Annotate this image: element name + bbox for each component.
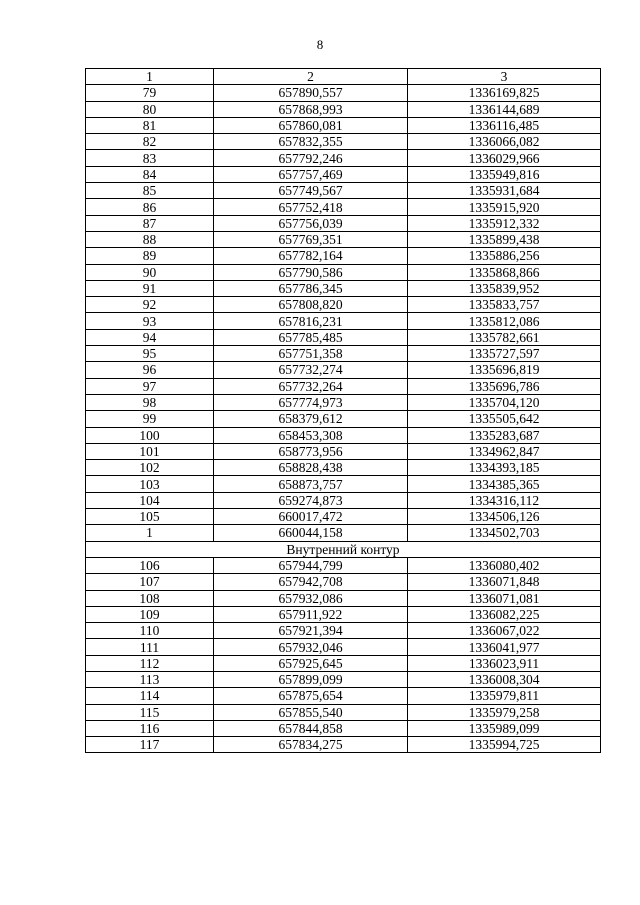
table-row (86, 460, 601, 476)
cell-y-coordinate: 1335989,099 (408, 720, 601, 736)
cell-x-coordinate: 657751,358 (214, 346, 408, 362)
cell-y-coordinate: 1335505,642 (408, 411, 601, 427)
cell-point-number: 109 (86, 606, 214, 622)
cell-y-coordinate: 1335915,920 (408, 199, 601, 215)
table-row (86, 443, 601, 459)
cell-point-number: 107 (86, 574, 214, 590)
cell-y-coordinate: 1336144,689 (408, 101, 601, 117)
coordinates-table (85, 68, 601, 753)
cell-y-coordinate: 1334506,126 (408, 509, 601, 525)
table-row (86, 231, 601, 247)
table-row (86, 394, 601, 410)
coordinates-table-body (86, 69, 601, 753)
cell-y-coordinate: 1335782,661 (408, 329, 601, 345)
table-row (86, 183, 601, 199)
cell-point-number: 111 (86, 639, 214, 655)
cell-x-coordinate: 657785,485 (214, 329, 408, 345)
cell-point-number: 84 (86, 166, 214, 182)
cell-point-number: 101 (86, 443, 214, 459)
cell-point-number: 97 (86, 378, 214, 394)
cell-x-coordinate: 657942,708 (214, 574, 408, 590)
cell-point-number: 93 (86, 313, 214, 329)
column-header-x: 2 (214, 69, 408, 85)
column-header-y: 3 (408, 69, 601, 85)
cell-y-coordinate: 1335727,597 (408, 346, 601, 362)
cell-point-number: 96 (86, 362, 214, 378)
table-row (86, 590, 601, 606)
table-row (86, 655, 601, 671)
cell-y-coordinate: 1334385,365 (408, 476, 601, 492)
cell-point-number: 99 (86, 411, 214, 427)
table-row (86, 280, 601, 296)
table-row (86, 199, 601, 215)
cell-x-coordinate: 657932,046 (214, 639, 408, 655)
column-header-point: 1 (86, 69, 214, 85)
cell-point-number: 90 (86, 264, 214, 280)
table-row (86, 101, 601, 117)
cell-x-coordinate: 657921,394 (214, 623, 408, 639)
section-label: Внутренний контур (86, 541, 601, 557)
table-row (86, 215, 601, 231)
table-row (86, 264, 601, 280)
cell-x-coordinate: 657757,469 (214, 166, 408, 182)
table-row (86, 362, 601, 378)
cell-x-coordinate: 658873,757 (214, 476, 408, 492)
cell-x-coordinate: 657855,540 (214, 704, 408, 720)
cell-x-coordinate: 657732,274 (214, 362, 408, 378)
cell-y-coordinate: 1336116,485 (408, 117, 601, 133)
cell-y-coordinate: 1336067,022 (408, 623, 601, 639)
cell-point-number: 89 (86, 248, 214, 264)
cell-point-number: 1 (86, 525, 214, 541)
cell-y-coordinate: 1336029,966 (408, 150, 601, 166)
cell-point-number: 103 (86, 476, 214, 492)
table-row (86, 117, 601, 133)
cell-x-coordinate: 660044,158 (214, 525, 408, 541)
table-row (86, 671, 601, 687)
cell-x-coordinate: 658773,956 (214, 443, 408, 459)
cell-y-coordinate: 1336071,081 (408, 590, 601, 606)
cell-y-coordinate: 1335868,866 (408, 264, 601, 280)
cell-y-coordinate: 1336080,402 (408, 557, 601, 573)
cell-y-coordinate: 1335283,687 (408, 427, 601, 443)
cell-y-coordinate: 1336082,225 (408, 606, 601, 622)
cell-x-coordinate: 657749,567 (214, 183, 408, 199)
cell-x-coordinate: 657786,345 (214, 280, 408, 296)
cell-point-number: 108 (86, 590, 214, 606)
cell-y-coordinate: 1334502,703 (408, 525, 601, 541)
cell-x-coordinate: 658379,612 (214, 411, 408, 427)
cell-point-number: 86 (86, 199, 214, 215)
cell-point-number: 79 (86, 85, 214, 101)
table-row (86, 378, 601, 394)
cell-y-coordinate: 1335979,258 (408, 704, 601, 720)
cell-x-coordinate: 657832,355 (214, 134, 408, 150)
cell-point-number: 82 (86, 134, 214, 150)
table-row (86, 427, 601, 443)
table-row (86, 704, 601, 720)
cell-y-coordinate: 1335812,086 (408, 313, 601, 329)
cell-y-coordinate: 1335979,811 (408, 688, 601, 704)
cell-x-coordinate: 657899,099 (214, 671, 408, 687)
section-row-inner-contour (86, 541, 601, 557)
table-row (86, 150, 601, 166)
cell-x-coordinate: 660017,472 (214, 509, 408, 525)
cell-y-coordinate: 1335833,757 (408, 297, 601, 313)
cell-x-coordinate: 657944,799 (214, 557, 408, 573)
cell-point-number: 80 (86, 101, 214, 117)
table-header-row (86, 69, 601, 85)
table-row (86, 166, 601, 182)
cell-x-coordinate: 657732,264 (214, 378, 408, 394)
cell-x-coordinate: 657774,973 (214, 394, 408, 410)
table-row (86, 85, 601, 101)
cell-point-number: 115 (86, 704, 214, 720)
table-row (86, 623, 601, 639)
cell-y-coordinate: 1335994,725 (408, 737, 601, 753)
cell-x-coordinate: 657860,081 (214, 117, 408, 133)
cell-point-number: 98 (86, 394, 214, 410)
cell-x-coordinate: 657875,654 (214, 688, 408, 704)
cell-point-number: 117 (86, 737, 214, 753)
table-row (86, 329, 601, 345)
cell-x-coordinate: 659274,873 (214, 492, 408, 508)
cell-y-coordinate: 1336023,911 (408, 655, 601, 671)
table-row (86, 688, 601, 704)
cell-point-number: 88 (86, 231, 214, 247)
cell-y-coordinate: 1335839,952 (408, 280, 601, 296)
cell-y-coordinate: 1335704,120 (408, 394, 601, 410)
table-row (86, 525, 601, 541)
cell-x-coordinate: 657925,645 (214, 655, 408, 671)
cell-point-number: 92 (86, 297, 214, 313)
cell-x-coordinate: 657756,039 (214, 215, 408, 231)
cell-x-coordinate: 657808,820 (214, 297, 408, 313)
cell-y-coordinate: 1335886,256 (408, 248, 601, 264)
cell-y-coordinate: 1335899,438 (408, 231, 601, 247)
cell-x-coordinate: 657790,586 (214, 264, 408, 280)
table-row (86, 509, 601, 525)
cell-y-coordinate: 1335949,816 (408, 166, 601, 182)
cell-x-coordinate: 657932,086 (214, 590, 408, 606)
table-row (86, 346, 601, 362)
cell-x-coordinate: 657834,275 (214, 737, 408, 753)
table-row (86, 720, 601, 736)
cell-point-number: 116 (86, 720, 214, 736)
table-row (86, 574, 601, 590)
cell-point-number: 85 (86, 183, 214, 199)
cell-x-coordinate: 657911,922 (214, 606, 408, 622)
cell-x-coordinate: 658453,308 (214, 427, 408, 443)
cell-x-coordinate: 657769,351 (214, 231, 408, 247)
cell-x-coordinate: 657752,418 (214, 199, 408, 215)
cell-y-coordinate: 1334393,185 (408, 460, 601, 476)
cell-x-coordinate: 657782,164 (214, 248, 408, 264)
cell-point-number: 104 (86, 492, 214, 508)
cell-point-number: 83 (86, 150, 214, 166)
cell-y-coordinate: 1336066,082 (408, 134, 601, 150)
cell-y-coordinate: 1335696,819 (408, 362, 601, 378)
cell-x-coordinate: 657890,557 (214, 85, 408, 101)
cell-y-coordinate: 1336041,977 (408, 639, 601, 655)
cell-y-coordinate: 1335912,332 (408, 215, 601, 231)
table-row (86, 492, 601, 508)
cell-point-number: 114 (86, 688, 214, 704)
cell-y-coordinate: 1334316,112 (408, 492, 601, 508)
cell-point-number: 102 (86, 460, 214, 476)
cell-y-coordinate: 1336071,848 (408, 574, 601, 590)
cell-point-number: 106 (86, 557, 214, 573)
cell-point-number: 91 (86, 280, 214, 296)
table-row (86, 297, 601, 313)
cell-x-coordinate: 657792,246 (214, 150, 408, 166)
cell-point-number: 113 (86, 671, 214, 687)
table-row (86, 476, 601, 492)
table-row (86, 639, 601, 655)
page-number: 8 (316, 37, 324, 52)
table-row (86, 248, 601, 264)
cell-point-number: 105 (86, 509, 214, 525)
cell-point-number: 112 (86, 655, 214, 671)
cell-point-number: 95 (86, 346, 214, 362)
table-row (86, 557, 601, 573)
cell-point-number: 100 (86, 427, 214, 443)
table-row (86, 313, 601, 329)
cell-y-coordinate: 1335696,786 (408, 378, 601, 394)
cell-point-number: 81 (86, 117, 214, 133)
cell-x-coordinate: 657816,231 (214, 313, 408, 329)
cell-y-coordinate: 1334962,847 (408, 443, 601, 459)
table-row (86, 134, 601, 150)
cell-point-number: 87 (86, 215, 214, 231)
cell-point-number: 110 (86, 623, 214, 639)
table-row (86, 606, 601, 622)
table-row (86, 411, 601, 427)
cell-x-coordinate: 657868,993 (214, 101, 408, 117)
cell-point-number: 94 (86, 329, 214, 345)
table-row (86, 737, 601, 753)
cell-y-coordinate: 1336169,825 (408, 85, 601, 101)
cell-y-coordinate: 1336008,304 (408, 671, 601, 687)
cell-x-coordinate: 658828,438 (214, 460, 408, 476)
cell-y-coordinate: 1335931,684 (408, 183, 601, 199)
cell-x-coordinate: 657844,858 (214, 720, 408, 736)
